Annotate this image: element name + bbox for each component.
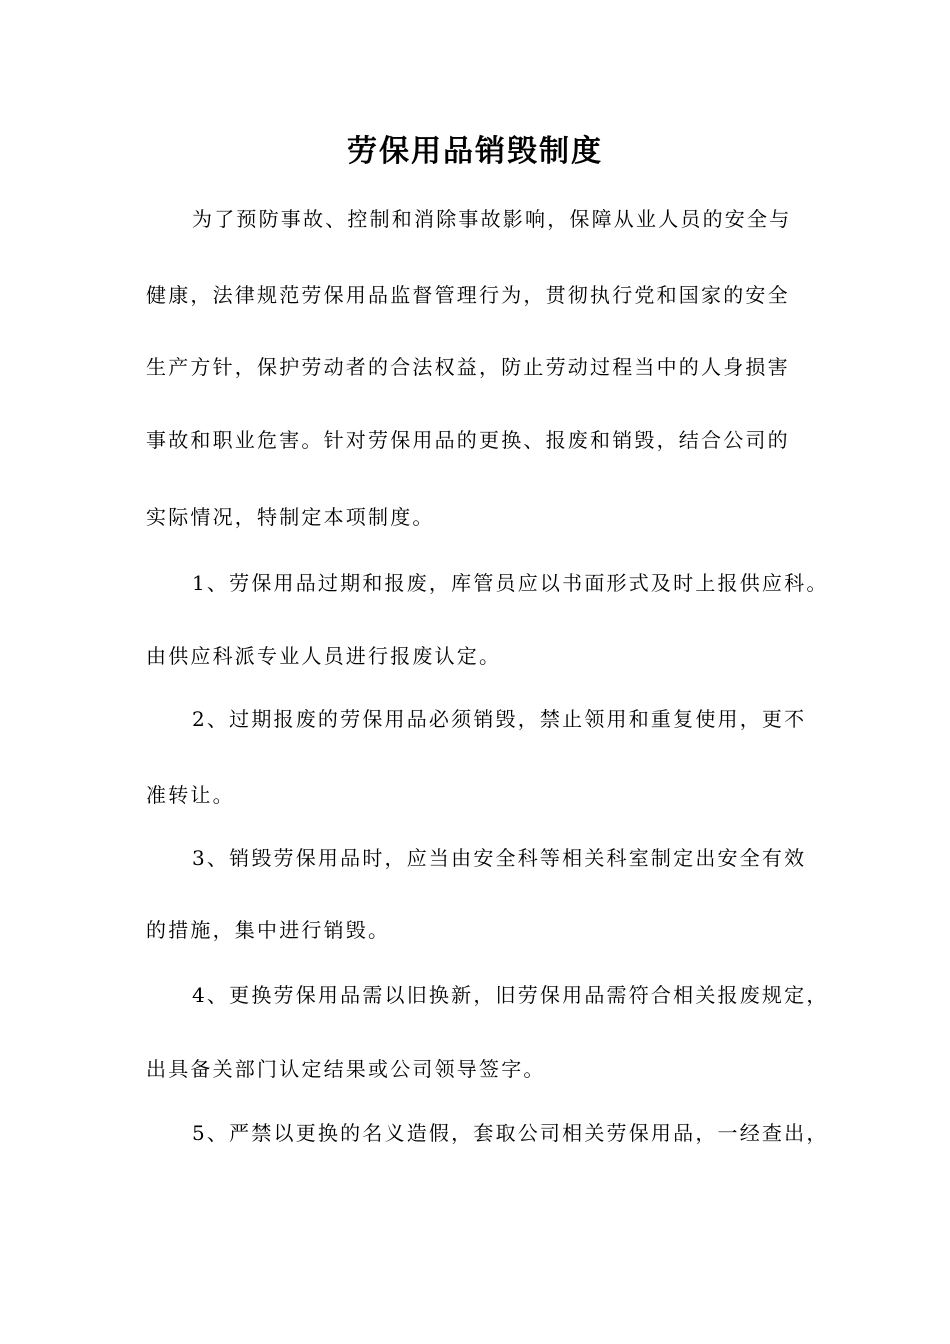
paragraph-intro-line-1: 为了预防事故、控制和消除事故影响，保障从业人员的安全与 [192, 207, 792, 231]
paragraph-intro-line-2: 健康，法律规范劳保用品监督管理行为，贯彻执行党和国家的安全 [146, 283, 790, 307]
clause-3-line-2: 的措施，集中进行销毁。 [146, 918, 391, 942]
clause-1-line-2: 由供应科派专业人员进行报废认定。 [146, 644, 502, 668]
paragraph-intro-line-4: 事故和职业危害。针对劳保用品的更换、报废和销毁，结合公司的 [146, 428, 790, 452]
clause-4-line-2: 出具备关部门认定结果或公司领导签字。 [146, 1057, 546, 1081]
clause-2-line-2: 准转让。 [146, 783, 235, 807]
clause-5-line-1: 5、严禁以更换的名义造假，套取公司相关劳保用品，一经查出， [192, 1121, 829, 1145]
paragraph-intro-line-5: 实际情况，特制定本项制度。 [146, 505, 435, 529]
clause-1-line-1: 1、劳保用品过期和报废，库管员应以书面形式及时上报供应科。 [192, 571, 829, 595]
clause-3-line-1: 3、销毁劳保用品时，应当由安全科等相关科室制定出安全有效 [192, 846, 807, 870]
clause-2-line-1: 2、过期报废的劳保用品必须销毁，禁止领用和重复使用，更不 [192, 707, 807, 731]
paragraph-intro-line-3: 生产方针，保护劳动者的合法权益，防止劳动过程当中的人身损害 [146, 355, 790, 379]
clause-4-line-1: 4、更换劳保用品需以旧换新，旧劳保用品需符合相关报废规定， [192, 983, 829, 1007]
document-title: 劳保用品销毁制度 [347, 134, 603, 169]
